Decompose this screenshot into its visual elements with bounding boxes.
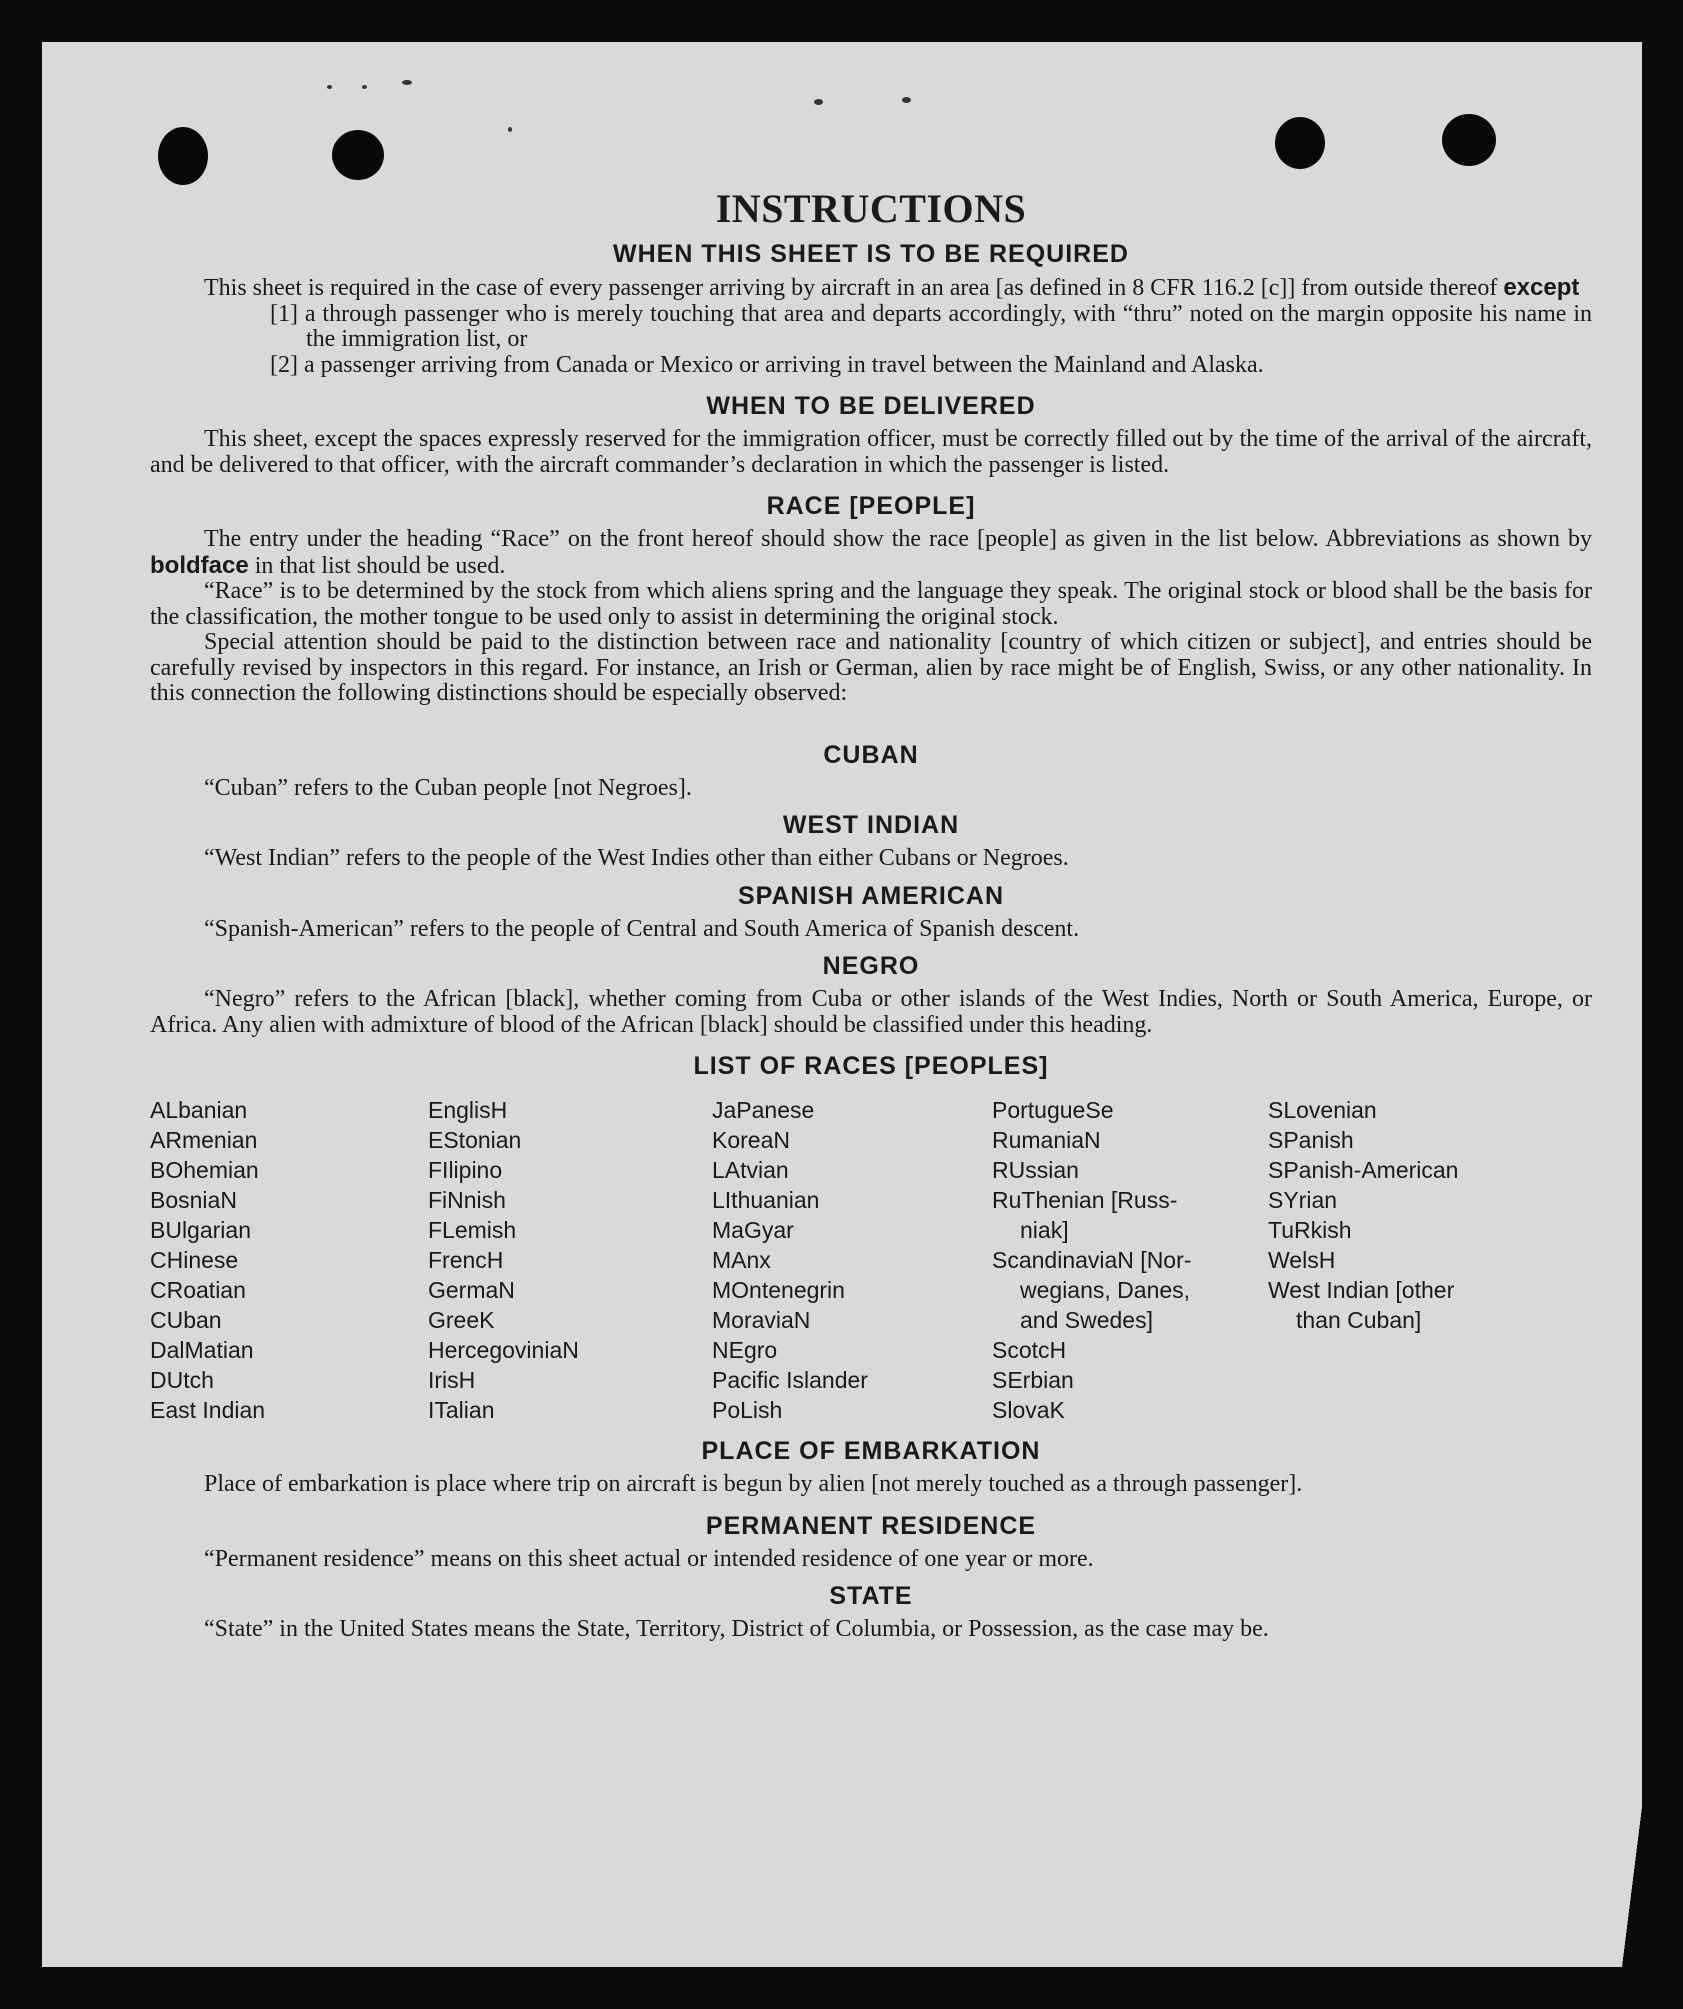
race-item: MOntenegrin [712, 1277, 845, 1303]
race-item: BOhemian [150, 1157, 259, 1183]
race-item: CUban [150, 1307, 222, 1333]
race-item: SErbian [992, 1367, 1074, 1393]
race-item: LIthuanian [712, 1187, 820, 1213]
speck [327, 85, 332, 89]
section-heading: WEST INDIAN [782, 811, 960, 839]
race-item: FiNnish [428, 1187, 506, 1213]
paragraph: “Permanent residence” means on this sheet actual or intended residence of one year or more. [204, 1545, 1094, 1572]
race-column [150, 1095, 428, 1425]
race-item: Pacific Islander [712, 1367, 868, 1393]
race-item: DUtch [150, 1367, 214, 1393]
speck [508, 127, 512, 132]
race-item: SlovaK [992, 1397, 1065, 1423]
race-item: MaGyar [712, 1217, 794, 1243]
speck [402, 80, 412, 85]
race-item: IrisH [428, 1367, 476, 1393]
paragraph: Special attention should be paid to the distinction between race and nationality [country of which citizen or subject], and entries should be carefully revised by inspectors in this regard. For instance, an Irish or German, alien by race might be of English, Swiss, or any other nationality. In this connection the following distinctions should be especially observed: [150, 629, 1592, 706]
section-heading: PERMANENT RESIDENCE [705, 1511, 1037, 1540]
race-item: and Swedes] [1020, 1307, 1153, 1333]
race-item: JaPanese [712, 1097, 815, 1123]
race-item: SPanish-American [1268, 1157, 1459, 1183]
race-item: ARmenian [150, 1127, 258, 1153]
race-item: ALbanian [150, 1097, 248, 1123]
race-item: MoraviaN [712, 1307, 811, 1333]
race-item: HercegoviniaN [428, 1337, 579, 1363]
list-item: [1] a through passenger who is merely touching that area and departs accordingly, with “thru” noted on the margin opposite his name in the immigration list, or [270, 300, 1592, 352]
paragraph: “Cuban” refers to the Cuban people [not Negroes]. [204, 774, 692, 801]
section-heading: SPANISH AMERICAN [737, 881, 1004, 910]
race-item: CHinese [150, 1247, 239, 1273]
speck [362, 85, 367, 89]
section-heading: LIST OF RACES [PEOPLES] [693, 1052, 1049, 1080]
race-item: NEgro [712, 1337, 778, 1363]
race-item: West Indian [other [1268, 1277, 1455, 1303]
paragraph: “State” in the United States means the State, Territory, District of Columbia, or Possession, as the case may be. [204, 1616, 1269, 1642]
race-item: MAnx [712, 1247, 771, 1273]
section-heading: CUBAN [823, 740, 919, 769]
race-item: GreeK [428, 1307, 495, 1333]
section-heading: PLACE OF EMBARKATION [701, 1437, 1041, 1465]
race-list [150, 1095, 1592, 1425]
page-corner [1622, 1807, 1642, 1967]
race-item: CRoatian [150, 1277, 246, 1303]
document-body [150, 137, 1592, 1643]
race-item: than Cuban] [1296, 1307, 1422, 1333]
section-heading: NEGRO [822, 952, 920, 980]
race-item: BosniaN [150, 1187, 237, 1213]
race-item: ScotcH [992, 1337, 1067, 1363]
section-heading: STATE [829, 1582, 913, 1610]
section-heading: WHEN TO BE DELIVERED [706, 392, 1036, 420]
race-column [1268, 1095, 1568, 1425]
race-item: RuThenian [Russ- [992, 1187, 1178, 1213]
race-item: SYrian [1268, 1187, 1338, 1213]
paragraph: “Negro” refers to the African [black], whether coming from Cuba or other islands of the West Indies, North or South America, Europe, or Africa. Any alien with admixture of blood of the African [black] should be classified under this heading. [150, 986, 1592, 1038]
page-title: INSTRUCTIONS [715, 186, 1027, 231]
race-item: FrencH [428, 1247, 504, 1273]
section-heading: WHEN THIS SHEET IS TO BE REQUIRED [613, 240, 1129, 268]
race-item: wegians, Danes, [1020, 1277, 1191, 1303]
race-item: RumaniaN [992, 1127, 1101, 1153]
race-item: TuRkish [1268, 1217, 1352, 1243]
instruction-sheet [42, 42, 1642, 1967]
paragraph: This sheet is required in the case of every passenger arriving by aircraft in an area [as defined in 8 CFR 116.2 [c]] from outside thereof except [204, 274, 1580, 301]
race-item: BUlgarian [150, 1217, 251, 1243]
race-item: EnglisH [428, 1097, 508, 1123]
list-item: [2] a passenger arriving from Canada or Mexico or arriving in travel between the Mainland and Alaska. [270, 351, 1264, 378]
race-column [712, 1095, 992, 1425]
race-item: EStonian [428, 1127, 522, 1153]
race-item: SPanish [1268, 1127, 1354, 1153]
speck [902, 97, 911, 103]
race-item: GermaN [428, 1277, 515, 1303]
paragraph: Place of embarkation is place where trip on aircraft is begun by alien [not merely touched as a through passenger]. [204, 1471, 1303, 1497]
speck [814, 99, 823, 105]
race-item: LAtvian [712, 1157, 789, 1183]
paragraph: This sheet, except the spaces expressly reserved for the immigration officer, must be correctly filled out by the time of the arrival of the aircraft, and be delivered to that officer, with the aircraft commander’s declaration in which the passenger is listed. [150, 426, 1592, 478]
race-column [428, 1095, 712, 1425]
race-item: ScandinaviaN [Nor- [992, 1247, 1192, 1273]
race-item: PoLish [712, 1397, 783, 1423]
race-item: DalMatian [150, 1337, 254, 1363]
race-item: East Indian [150, 1397, 266, 1423]
race-item: FLemish [428, 1217, 517, 1243]
section-heading: RACE [PEOPLE] [766, 492, 976, 520]
race-item: FIlipino [428, 1157, 503, 1183]
race-item: KoreaN [712, 1127, 790, 1153]
race-item: SLovenian [1268, 1097, 1377, 1123]
race-item: ITalian [428, 1397, 495, 1423]
paragraph: “Spanish-American” refers to the people of Central and South America of Spanish descent. [204, 915, 1080, 942]
race-item: RUssian [992, 1157, 1079, 1183]
race-item: WelsH [1268, 1247, 1336, 1273]
race-column [992, 1095, 1268, 1425]
paragraph: The entry under the heading “Race” on the front hereof should show the race [people] as given in the list below. Abbreviations as shown by boldface in that list should be used. [150, 526, 1592, 579]
race-item: PortugueSe [992, 1097, 1114, 1123]
race-item: niak] [1020, 1217, 1069, 1243]
paragraph: “West Indian” refers to the people of the West Indies other than either Cubans or Negroes. [204, 845, 1069, 871]
paragraph: “Race” is to be determined by the stock from which aliens spring and the language they speak. The original stock or blood shall be the basis for the classification, the mother tongue to be used only to assist in determining the original stock. [150, 578, 1592, 630]
